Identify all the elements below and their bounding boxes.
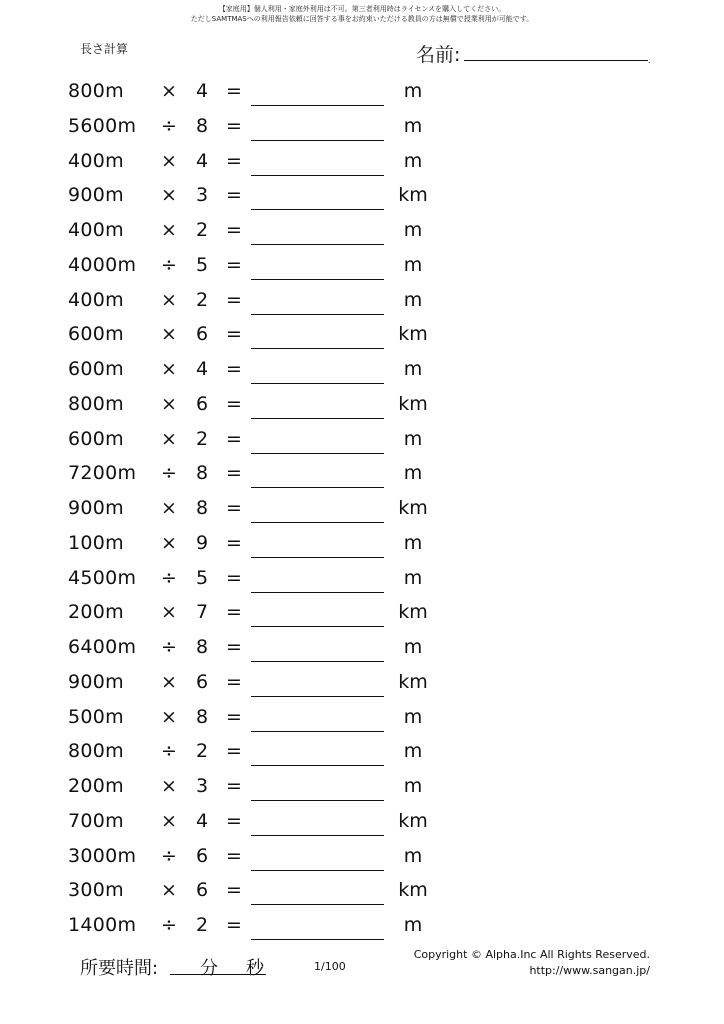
unit-label: km bbox=[398, 601, 428, 624]
license-notice bbox=[0, 4, 724, 24]
operator: ÷ bbox=[161, 914, 177, 936]
operator: × bbox=[161, 427, 177, 450]
operator: × bbox=[161, 531, 177, 554]
worksheet-title: 長さ計算 bbox=[80, 42, 129, 56]
operand: 4 bbox=[195, 809, 209, 832]
quantity: 5600m bbox=[68, 114, 137, 137]
problem-list bbox=[0, 74, 724, 943]
problem-row bbox=[0, 317, 724, 352]
answer-blank[interactable] bbox=[251, 209, 384, 210]
problem-row bbox=[0, 74, 724, 109]
unit-label: m bbox=[403, 531, 423, 554]
equals-sign: = bbox=[226, 149, 242, 172]
problem-row bbox=[0, 526, 724, 561]
answer-blank[interactable] bbox=[251, 383, 384, 384]
quantity: 4000m bbox=[68, 253, 137, 276]
operand: 6 bbox=[195, 879, 209, 902]
operator: × bbox=[161, 80, 177, 102]
quantity: 6400m bbox=[68, 636, 137, 658]
problem-row bbox=[0, 283, 724, 318]
operand: 4 bbox=[195, 149, 209, 172]
answer-blank[interactable] bbox=[251, 175, 384, 176]
equals-sign: = bbox=[226, 219, 242, 241]
problem-row bbox=[0, 422, 724, 457]
unit-label: m bbox=[403, 914, 423, 936]
operand: 7 bbox=[195, 601, 209, 624]
answer-blank[interactable] bbox=[251, 835, 384, 836]
problem-row bbox=[0, 908, 724, 943]
name-label: 名前: bbox=[416, 44, 461, 66]
answer-blank[interactable] bbox=[251, 592, 384, 593]
equals-sign: = bbox=[226, 288, 242, 311]
operand: 5 bbox=[195, 566, 209, 589]
answer-blank[interactable] bbox=[251, 453, 384, 454]
answer-blank[interactable] bbox=[251, 661, 384, 662]
operand: 8 bbox=[195, 705, 209, 728]
quantity: 4500m bbox=[68, 566, 137, 589]
unit-label: m bbox=[403, 358, 423, 380]
operand: 8 bbox=[195, 462, 209, 485]
problem-row bbox=[0, 561, 724, 596]
quantity: 400m bbox=[68, 288, 124, 311]
operator: × bbox=[161, 392, 177, 415]
equals-sign: = bbox=[226, 705, 242, 728]
answer-blank[interactable] bbox=[251, 314, 384, 315]
unit-label: m bbox=[403, 114, 423, 137]
operator: × bbox=[161, 879, 177, 902]
problem-row bbox=[0, 144, 724, 179]
unit-label: m bbox=[403, 566, 423, 589]
problem-row bbox=[0, 109, 724, 144]
equals-sign: = bbox=[226, 114, 242, 137]
minutes-label: 分 bbox=[200, 958, 218, 979]
quantity: 400m bbox=[68, 219, 124, 241]
equals-sign: = bbox=[226, 462, 242, 485]
operator: ÷ bbox=[161, 844, 177, 867]
unit-label: m bbox=[403, 80, 423, 102]
answer-blank[interactable] bbox=[251, 870, 384, 871]
quantity: 600m bbox=[68, 323, 124, 346]
equals-sign: = bbox=[226, 670, 242, 693]
operand: 9 bbox=[195, 531, 209, 554]
answer-blank[interactable] bbox=[251, 418, 384, 419]
problem-row bbox=[0, 839, 724, 874]
quantity: 300m bbox=[68, 879, 124, 902]
operator: × bbox=[161, 184, 177, 207]
site-url: http://www.sangan.jp/ bbox=[529, 964, 650, 977]
operator: ÷ bbox=[161, 636, 177, 658]
operand: 6 bbox=[195, 844, 209, 867]
operand: 6 bbox=[195, 392, 209, 415]
operand: 4 bbox=[195, 358, 209, 380]
equals-sign: = bbox=[226, 184, 242, 207]
equals-sign: = bbox=[226, 427, 242, 450]
problem-row bbox=[0, 352, 724, 387]
operator: ÷ bbox=[161, 740, 177, 763]
seconds-label: 秒 bbox=[246, 958, 264, 979]
name-field[interactable] bbox=[464, 60, 648, 61]
unit-label: m bbox=[403, 288, 423, 311]
unit-label: km bbox=[398, 392, 428, 415]
answer-blank[interactable] bbox=[251, 765, 384, 766]
time-required-label: 所要時間: bbox=[80, 958, 159, 979]
quantity: 900m bbox=[68, 670, 124, 693]
equals-sign: = bbox=[226, 253, 242, 276]
equals-sign: = bbox=[226, 809, 242, 832]
quantity: 400m bbox=[68, 149, 124, 172]
unit-label: m bbox=[403, 253, 423, 276]
equals-sign: = bbox=[226, 775, 242, 797]
quantity: 3000m bbox=[68, 844, 137, 867]
answer-blank[interactable] bbox=[251, 939, 384, 940]
operator: × bbox=[161, 288, 177, 311]
problem-row bbox=[0, 769, 724, 804]
equals-sign: = bbox=[226, 80, 242, 102]
equals-sign: = bbox=[226, 914, 242, 936]
quantity: 800m bbox=[68, 740, 124, 763]
answer-blank[interactable] bbox=[251, 731, 384, 732]
equals-sign: = bbox=[226, 531, 242, 554]
equals-sign: = bbox=[226, 636, 242, 658]
quantity: 600m bbox=[68, 427, 124, 450]
quantity: 500m bbox=[68, 705, 124, 728]
unit-label: km bbox=[398, 323, 428, 346]
problem-row bbox=[0, 630, 724, 665]
equals-sign: = bbox=[226, 740, 242, 763]
problem-row bbox=[0, 804, 724, 839]
answer-blank[interactable] bbox=[251, 904, 384, 905]
unit-label: m bbox=[403, 740, 423, 763]
operator: ÷ bbox=[161, 114, 177, 137]
operator: × bbox=[161, 219, 177, 241]
operand: 6 bbox=[195, 323, 209, 346]
equals-sign: = bbox=[226, 566, 242, 589]
unit-label: m bbox=[403, 705, 423, 728]
license-notice-line-2: ただしSAMTMASへの利用報告依頼に回答する事をお約束いただける教員の方は無償で授業利用が可能です。 bbox=[190, 15, 534, 23]
operator: ÷ bbox=[161, 462, 177, 485]
name-line-dot: . bbox=[648, 56, 651, 65]
operand: 6 bbox=[195, 670, 209, 693]
operator: × bbox=[161, 705, 177, 728]
equals-sign: = bbox=[226, 879, 242, 902]
equals-sign: = bbox=[226, 601, 242, 624]
quantity: 900m bbox=[68, 184, 124, 207]
quantity: 7200m bbox=[68, 462, 137, 485]
quantity: 200m bbox=[68, 775, 124, 797]
operator: × bbox=[161, 775, 177, 797]
operator: × bbox=[161, 601, 177, 624]
operator: × bbox=[161, 497, 177, 519]
quantity: 900m bbox=[68, 497, 124, 519]
unit-label: m bbox=[403, 462, 423, 485]
operand: 2 bbox=[195, 288, 209, 311]
operand: 2 bbox=[195, 427, 209, 450]
unit-label: km bbox=[398, 879, 428, 902]
operand: 4 bbox=[195, 80, 209, 102]
problem-row bbox=[0, 491, 724, 526]
answer-blank[interactable] bbox=[251, 626, 384, 627]
operand: 8 bbox=[195, 636, 209, 658]
answer-blank[interactable] bbox=[251, 487, 384, 488]
operator: ÷ bbox=[161, 253, 177, 276]
problem-row bbox=[0, 595, 724, 630]
answer-blank[interactable] bbox=[251, 279, 384, 280]
operand: 2 bbox=[195, 914, 209, 936]
copyright-block bbox=[414, 947, 650, 979]
unit-label: m bbox=[403, 149, 423, 172]
operand: 2 bbox=[195, 219, 209, 241]
equals-sign: = bbox=[226, 392, 242, 415]
equals-sign: = bbox=[226, 323, 242, 346]
quantity: 600m bbox=[68, 358, 124, 380]
answer-blank[interactable] bbox=[251, 800, 384, 801]
unit-label: km bbox=[398, 809, 428, 832]
answer-blank[interactable] bbox=[251, 522, 384, 523]
problem-row bbox=[0, 387, 724, 422]
quantity: 800m bbox=[68, 392, 124, 415]
operand: 8 bbox=[195, 497, 209, 519]
equals-sign: = bbox=[226, 844, 242, 867]
quantity: 800m bbox=[68, 80, 124, 102]
unit-label: km bbox=[398, 497, 428, 519]
answer-blank[interactable] bbox=[251, 348, 384, 349]
unit-label: km bbox=[398, 184, 428, 207]
operand: 3 bbox=[195, 775, 209, 797]
problem-row bbox=[0, 456, 724, 491]
problem-row bbox=[0, 665, 724, 700]
operand: 5 bbox=[195, 253, 209, 276]
problem-row bbox=[0, 734, 724, 769]
quantity: 1400m bbox=[68, 914, 137, 936]
problem-row bbox=[0, 873, 724, 908]
unit-label: m bbox=[403, 775, 423, 797]
problem-row bbox=[0, 178, 724, 213]
operator: × bbox=[161, 149, 177, 172]
unit-label: km bbox=[398, 670, 428, 693]
unit-label: m bbox=[403, 636, 423, 658]
quantity: 100m bbox=[68, 531, 124, 554]
answer-blank[interactable] bbox=[251, 244, 384, 245]
operator: ÷ bbox=[161, 566, 177, 589]
operator: × bbox=[161, 670, 177, 693]
unit-label: m bbox=[403, 219, 423, 241]
operator: × bbox=[161, 358, 177, 380]
answer-blank[interactable] bbox=[251, 140, 384, 141]
unit-label: m bbox=[403, 844, 423, 867]
copyright-text: Copyright © Alpha.Inc All Rights Reserved. bbox=[413, 948, 650, 961]
answer-blank[interactable] bbox=[251, 696, 384, 697]
problem-row bbox=[0, 213, 724, 248]
quantity: 700m bbox=[68, 809, 124, 832]
equals-sign: = bbox=[226, 497, 242, 519]
equals-sign: = bbox=[226, 358, 242, 380]
problem-row bbox=[0, 248, 724, 283]
answer-blank[interactable] bbox=[251, 105, 384, 106]
quantity: 200m bbox=[68, 601, 124, 624]
license-notice-line-1: 【家庭用】個人利用・家庭外利用は不可。第三者利用時はライセンスを購入してください。 bbox=[218, 5, 506, 13]
page-number: 1/100 bbox=[314, 960, 346, 973]
answer-blank[interactable] bbox=[251, 557, 384, 558]
operand: 8 bbox=[195, 114, 209, 137]
operand: 2 bbox=[195, 740, 209, 763]
operator: × bbox=[161, 809, 177, 832]
operator: × bbox=[161, 323, 177, 346]
problem-row bbox=[0, 700, 724, 735]
operand: 3 bbox=[195, 184, 209, 207]
unit-label: m bbox=[403, 427, 423, 450]
